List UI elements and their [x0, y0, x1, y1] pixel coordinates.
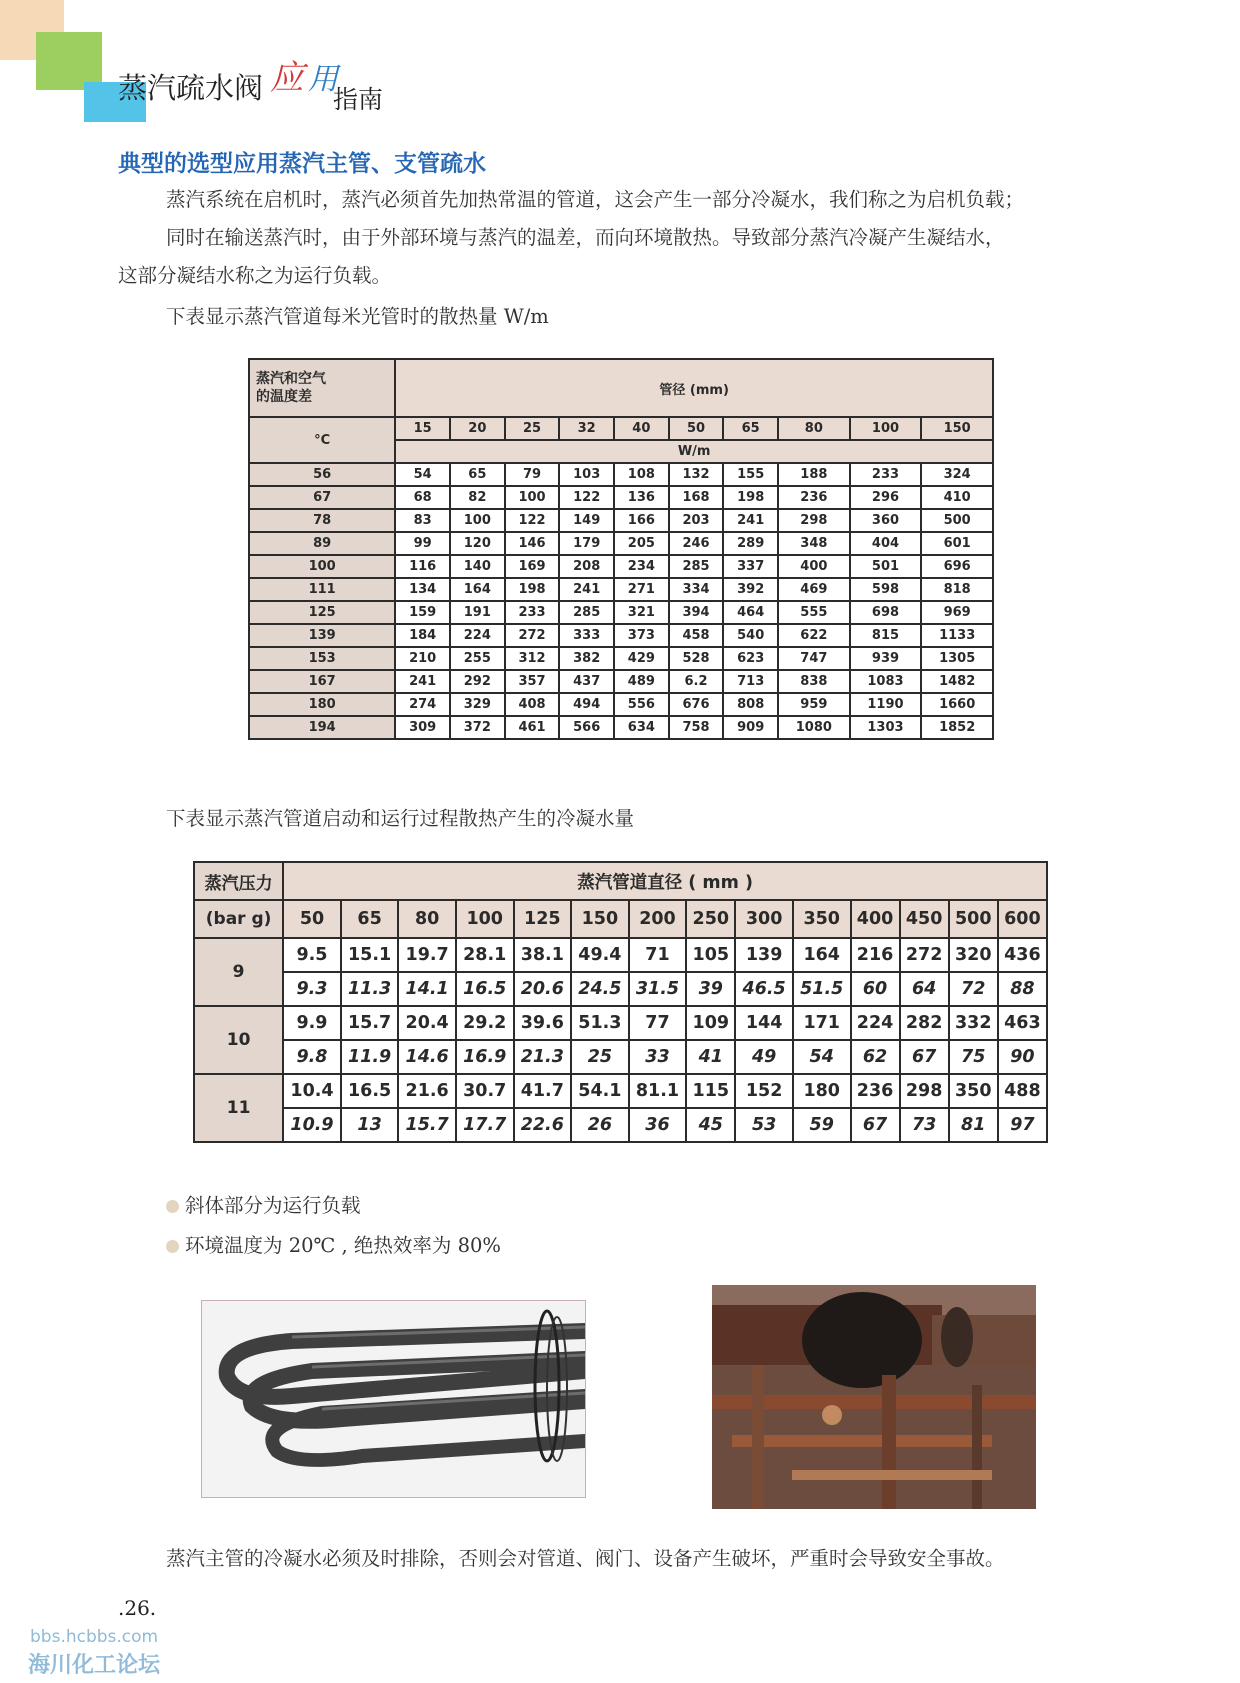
table2-running-load-cell: 45	[686, 1108, 735, 1142]
table1-temp-diff-cell: 139	[249, 624, 395, 647]
table2-running-load-cell: 39	[686, 972, 735, 1006]
table2-startup-load-cell: 41.7	[514, 1074, 572, 1108]
table2-running-load-cell: 10.9	[283, 1108, 341, 1142]
table1-value-cell: 271	[614, 578, 669, 601]
table2-startup-load-cell: 272	[900, 938, 949, 972]
industrial-steam-pipes-photo	[712, 1285, 1036, 1509]
table1-value-cell: 634	[614, 716, 669, 739]
table2-diameter-header: 200	[629, 900, 687, 938]
table2-startup-load-cell: 51.3	[571, 1006, 629, 1040]
condensate-table	[193, 861, 1048, 1143]
table1-diameter-header: 32	[559, 417, 614, 440]
table2-startup-load-cell: 139	[735, 938, 793, 972]
table2-running-load-cell: 41	[686, 1040, 735, 1074]
table2-startup-load-cell: 320	[949, 938, 998, 972]
table1-value-cell: 1482	[921, 670, 993, 693]
table2-startup-load-cell: 109	[686, 1006, 735, 1040]
table1-temp-diff-cell: 100	[249, 555, 395, 578]
table2-startup-load-cell: 29.2	[456, 1006, 514, 1040]
table-row	[249, 601, 993, 624]
table1-value-cell: 146	[505, 532, 560, 555]
table1-value-cell: 394	[669, 601, 724, 624]
table1-value-cell: 292	[450, 670, 505, 693]
table1-value-cell: 400	[778, 555, 850, 578]
table1-value-cell: 758	[669, 716, 724, 739]
header-title-accent	[270, 50, 340, 99]
table2-startup-load-cell: 28.1	[456, 938, 514, 972]
table1-value-cell: 233	[850, 463, 922, 486]
table2-startup-load-cell: 49.4	[571, 938, 629, 972]
table1-value-cell: 469	[778, 578, 850, 601]
table1-value-cell: 501	[850, 555, 922, 578]
table2-diameter-header: 65	[341, 900, 399, 938]
table1-diameter-header: 80	[778, 417, 850, 440]
table2-startup-load-cell: 9.9	[283, 1006, 341, 1040]
table2-startup-load-cell: 10.4	[283, 1074, 341, 1108]
table-row	[249, 463, 993, 486]
table1-value-cell: 65	[450, 463, 505, 486]
damaged-pipes-photo	[201, 1300, 586, 1498]
table2-startup-load-cell: 488	[998, 1074, 1047, 1108]
table2-pressure-cell: 10	[194, 1006, 283, 1074]
table1-value-cell: 410	[921, 486, 993, 509]
table1-value-cell: 116	[395, 555, 450, 578]
paragraph-2: 同时在输送蒸汽时，由于外部环境与蒸汽的温差，而向环境散热。导致部分蒸汽冷凝产生凝结水，	[166, 226, 1005, 249]
table1-value-cell: 324	[921, 463, 993, 486]
table-row	[194, 938, 1047, 972]
table1-value-cell: 100	[505, 486, 560, 509]
table1-value-cell: 83	[395, 509, 450, 532]
table2-startup-load-cell: 30.7	[456, 1074, 514, 1108]
table2-diameter-header: 500	[949, 900, 998, 938]
table2-running-load-cell: 67	[900, 1040, 949, 1074]
table2-startup-load-cell: 164	[793, 938, 851, 972]
table1-corner-header: 蒸汽和空气 的温度差	[249, 359, 395, 417]
table1-value-cell: 601	[921, 532, 993, 555]
table2-running-load-cell: 33	[629, 1040, 687, 1074]
table1-value-cell: 1303	[850, 716, 922, 739]
table2-startup-load-cell: 39.6	[514, 1006, 572, 1040]
table1-value-cell: 555	[778, 601, 850, 624]
bullet-dot-icon	[166, 1240, 179, 1253]
table1-value-cell: 818	[921, 578, 993, 601]
table2-running-load-cell: 11.3	[341, 972, 399, 1006]
table1-value-cell: 191	[450, 601, 505, 624]
table1-diameter-header: 15	[395, 417, 450, 440]
table1-value-cell: 233	[505, 601, 560, 624]
header-title-tail: 指南	[333, 85, 384, 114]
table1-value-cell: 54	[395, 463, 450, 486]
table-row	[249, 624, 993, 647]
table1-value-cell: 309	[395, 716, 450, 739]
table2-running-load-cell: 15.7	[398, 1108, 456, 1142]
table1-diameter-header: 40	[614, 417, 669, 440]
table1-value-cell: 500	[921, 509, 993, 532]
table1-value-cell: 100	[450, 509, 505, 532]
table2-startup-load-cell: 15.1	[341, 938, 399, 972]
table1-value-cell: 373	[614, 624, 669, 647]
table1-value-cell: 6.2	[669, 670, 724, 693]
header-accent-char-1: 应	[270, 58, 306, 98]
table1-value-cell: 458	[669, 624, 724, 647]
table1-value-cell: 82	[450, 486, 505, 509]
table1-value-cell: 241	[559, 578, 614, 601]
table1-value-cell: 164	[450, 578, 505, 601]
table1-value-cell: 79	[505, 463, 560, 486]
table1-value-cell: 321	[614, 601, 669, 624]
table2-running-load-cell: 90	[998, 1040, 1047, 1074]
table2-running-load-cell: 11.9	[341, 1040, 399, 1074]
table1-value-cell: 1080	[778, 716, 850, 739]
table1-value-cell: 696	[921, 555, 993, 578]
table1-diameter-row	[249, 417, 993, 440]
table2-startup-load-cell: 54.1	[571, 1074, 629, 1108]
table1-value-cell: 489	[614, 670, 669, 693]
table1-value-cell: 234	[614, 555, 669, 578]
table1-value-cell: 1660	[921, 693, 993, 716]
table2-running-load-cell: 59	[793, 1108, 851, 1142]
table1-value-cell: 494	[559, 693, 614, 716]
header-accent-char-2: 用	[308, 62, 340, 97]
table1-diameter-header: 50	[669, 417, 724, 440]
table2-group-header: 蒸汽管道直径 ( mm )	[283, 862, 1047, 900]
table1-value-cell: 337	[723, 555, 778, 578]
table-row	[249, 509, 993, 532]
table1-value-cell: 464	[723, 601, 778, 624]
table1-temp-diff-cell: 89	[249, 532, 395, 555]
table1-value-cell: 1133	[921, 624, 993, 647]
table1-value-cell: 713	[723, 670, 778, 693]
table-row	[249, 532, 993, 555]
table2-caption: 下表显示蒸汽管道启动和运行过程散热产生的冷凝水量	[166, 807, 635, 830]
table1-value-cell: 136	[614, 486, 669, 509]
table2-startup-load-cell: 298	[900, 1074, 949, 1108]
table-row	[249, 555, 993, 578]
table-row	[194, 1074, 1047, 1108]
table1-value-cell: 103	[559, 463, 614, 486]
table1-value-cell: 540	[723, 624, 778, 647]
table2-running-load-cell: 36	[629, 1108, 687, 1142]
table2-startup-load-cell: 20.4	[398, 1006, 456, 1040]
table1-value-cell: 169	[505, 555, 560, 578]
table1-value-cell: 392	[723, 578, 778, 601]
table2-running-load-cell: 25	[571, 1040, 629, 1074]
table1-value-cell: 149	[559, 509, 614, 532]
table1-value-cell: 959	[778, 693, 850, 716]
table1-value-cell: 815	[850, 624, 922, 647]
table1-value-cell: 274	[395, 693, 450, 716]
table2-startup-load-cell: 77	[629, 1006, 687, 1040]
table1-value-cell: 132	[669, 463, 724, 486]
table1-value-cell: 198	[505, 578, 560, 601]
table1-value-cell: 205	[614, 532, 669, 555]
table1-value-cell: 838	[778, 670, 850, 693]
table1-value-cell: 122	[559, 486, 614, 509]
table2-diameter-header: 350	[793, 900, 851, 938]
table1-diameter-header: 100	[850, 417, 922, 440]
header-title: 蒸汽疏水阀	[118, 71, 264, 105]
table2-running-load-cell: 13	[341, 1108, 399, 1142]
table1-temp-diff-cell: 56	[249, 463, 395, 486]
table2-running-load-cell: 49	[735, 1040, 793, 1074]
table1-value-cell: 140	[450, 555, 505, 578]
table2-running-load-cell: 67	[851, 1108, 900, 1142]
table1-value-cell: 122	[505, 509, 560, 532]
table1-value-cell: 598	[850, 578, 922, 601]
table1-value-cell: 360	[850, 509, 922, 532]
table1-value-cell: 939	[850, 647, 922, 670]
table1-value-cell: 969	[921, 601, 993, 624]
table2-startup-load-cell: 332	[949, 1006, 998, 1040]
table2-pressure-cell: 9	[194, 938, 283, 1006]
table1-diameter-header: 25	[505, 417, 560, 440]
table1-value-cell: 241	[723, 509, 778, 532]
table2-diameter-header: 250	[686, 900, 735, 938]
table2-startup-load-cell: 350	[949, 1074, 998, 1108]
table1-value-cell: 676	[669, 693, 724, 716]
table2-startup-load-cell: 38.1	[514, 938, 572, 972]
table2-diameter-header: 80	[398, 900, 456, 938]
table2-startup-load-cell: 81.1	[629, 1074, 687, 1108]
table2-startup-load-cell: 15.7	[341, 1006, 399, 1040]
watermark-name: 海川化工论坛	[28, 1653, 161, 1678]
table-row	[249, 486, 993, 509]
table1-value-cell: 747	[778, 647, 850, 670]
table1-value-cell: 224	[450, 624, 505, 647]
table1-temp-diff-cell: 125	[249, 601, 395, 624]
table-row	[249, 578, 993, 601]
table2-running-load-cell: 31.5	[629, 972, 687, 1006]
table1-temp-diff-cell: 111	[249, 578, 395, 601]
table1-value-cell: 203	[669, 509, 724, 532]
table1-value-cell: 909	[723, 716, 778, 739]
table2-startup-load-cell: 144	[735, 1006, 793, 1040]
table2-startup-load-cell: 236	[851, 1074, 900, 1108]
table2-running-load-cell: 14.1	[398, 972, 456, 1006]
table2-running-load-cell: 73	[900, 1108, 949, 1142]
table1-value-cell: 348	[778, 532, 850, 555]
table2-running-load-cell: 88	[998, 972, 1047, 1006]
table1-value-cell: 623	[723, 647, 778, 670]
table1-value-cell: 236	[778, 486, 850, 509]
table2-diameter-header: 400	[851, 900, 900, 938]
table1-value-cell: 461	[505, 716, 560, 739]
table2-running-load-cell: 24.5	[571, 972, 629, 1006]
table2-diameter-header: 100	[456, 900, 514, 938]
table1-value-cell: 120	[450, 532, 505, 555]
table1-value-cell: 184	[395, 624, 450, 647]
table2-running-load-cell: 16.9	[456, 1040, 514, 1074]
table1-temp-diff-cell: 67	[249, 486, 395, 509]
table1-value-cell: 285	[559, 601, 614, 624]
table1-value-cell: 159	[395, 601, 450, 624]
table1-value-cell: 68	[395, 486, 450, 509]
table2-running-load-cell: 97	[998, 1108, 1047, 1142]
table1-value-cell: 179	[559, 532, 614, 555]
table2-diameter-header: 150	[571, 900, 629, 938]
table2-diameter-header: 125	[514, 900, 572, 938]
table1-value-cell: 382	[559, 647, 614, 670]
table-row	[249, 716, 993, 739]
table1-value-cell: 808	[723, 693, 778, 716]
table1-value-cell: 357	[505, 670, 560, 693]
table2-startup-load-cell: 115	[686, 1074, 735, 1108]
table2-running-load-cell: 75	[949, 1040, 998, 1074]
paragraph-3: 这部分凝结水称之为运行负载。	[118, 264, 392, 287]
table1-value-cell: 556	[614, 693, 669, 716]
table1-value-cell: 298	[778, 509, 850, 532]
table2-running-load-cell: 51.5	[793, 972, 851, 1006]
table1-value-cell: 372	[450, 716, 505, 739]
table1-group-header: 管径 (mm)	[395, 359, 993, 417]
table2-running-load-cell: 64	[900, 972, 949, 1006]
table1-value-cell: 208	[559, 555, 614, 578]
bullet-dot-icon	[166, 1200, 179, 1213]
table1-value-cell: 312	[505, 647, 560, 670]
table1-value-cell: 622	[778, 624, 850, 647]
table2-startup-load-cell: 16.5	[341, 1074, 399, 1108]
table1-value-cell: 272	[505, 624, 560, 647]
table1-unit-header: W/m	[395, 440, 993, 463]
table1-value-cell: 429	[614, 647, 669, 670]
table-row	[194, 1040, 1047, 1074]
table2-running-load-cell: 21.3	[514, 1040, 572, 1074]
table1-caption: 下表显示蒸汽管道每米光管时的散热量 W/m	[166, 305, 549, 328]
table2-diameter-row	[194, 900, 1047, 938]
table2-diameter-header: 600	[998, 900, 1047, 938]
table2-running-load-cell: 81	[949, 1108, 998, 1142]
table2-startup-load-cell: 152	[735, 1074, 793, 1108]
table2-running-load-cell: 9.3	[283, 972, 341, 1006]
table1-value-cell: 166	[614, 509, 669, 532]
table2-corner-line1: 蒸汽压力	[194, 862, 283, 900]
table1-value-cell: 188	[778, 463, 850, 486]
table-row	[194, 1006, 1047, 1040]
table2-running-load-cell: 20.6	[514, 972, 572, 1006]
table1-value-cell: 1305	[921, 647, 993, 670]
table1-value-cell: 566	[559, 716, 614, 739]
table2-running-load-cell: 22.6	[514, 1108, 572, 1142]
table2-startup-load-cell: 180	[793, 1074, 851, 1108]
table-row	[194, 1108, 1047, 1142]
table1-value-cell: 1190	[850, 693, 922, 716]
table1-temp-diff-cell: 167	[249, 670, 395, 693]
table2-corner-line2: (bar g)	[194, 900, 283, 938]
table2-running-load-cell: 17.7	[456, 1108, 514, 1142]
table2-startup-load-cell: 224	[851, 1006, 900, 1040]
table1-value-cell: 404	[850, 532, 922, 555]
table1-value-cell: 408	[505, 693, 560, 716]
table2-startup-load-cell: 171	[793, 1006, 851, 1040]
note-ambient-conditions: 环境温度为 20℃ , 绝热效率为 80%	[166, 1230, 501, 1258]
table2-diameter-header: 50	[283, 900, 341, 938]
table-row	[249, 693, 993, 716]
table2-running-load-cell: 16.5	[456, 972, 514, 1006]
table1-value-cell: 333	[559, 624, 614, 647]
table1-value-cell: 698	[850, 601, 922, 624]
table2-running-load-cell: 72	[949, 972, 998, 1006]
table2-running-load-cell: 62	[851, 1040, 900, 1074]
table1-value-cell: 210	[395, 647, 450, 670]
table2-startup-load-cell: 282	[900, 1006, 949, 1040]
table1-value-cell: 1852	[921, 716, 993, 739]
table1-value-cell: 296	[850, 486, 922, 509]
table1-diameter-header: 20	[450, 417, 505, 440]
table2-diameter-header: 300	[735, 900, 793, 938]
table1-temp-diff-cell: 194	[249, 716, 395, 739]
table2-startup-load-cell: 463	[998, 1006, 1047, 1040]
table1-value-cell: 108	[614, 463, 669, 486]
watermark-url: bbs.hcbbs.com	[30, 1627, 159, 1647]
page-number: .26.	[118, 1596, 157, 1620]
table1-unit-label: °C	[249, 417, 395, 463]
table1-value-cell: 334	[669, 578, 724, 601]
table1-temp-diff-cell: 78	[249, 509, 395, 532]
table1-value-cell: 241	[395, 670, 450, 693]
table1-value-cell: 1083	[850, 670, 922, 693]
table2-running-load-cell: 9.8	[283, 1040, 341, 1074]
table2-running-load-cell: 26	[571, 1108, 629, 1142]
table2-startup-load-cell: 19.7	[398, 938, 456, 972]
table1-value-cell: 329	[450, 693, 505, 716]
table1-value-cell: 289	[723, 532, 778, 555]
table2-startup-load-cell: 21.6	[398, 1074, 456, 1108]
table2-running-load-cell: 53	[735, 1108, 793, 1142]
table-row	[249, 670, 993, 693]
table1-diameter-header: 150	[921, 417, 993, 440]
table2-startup-load-cell: 105	[686, 938, 735, 972]
table2-pressure-cell: 11	[194, 1074, 283, 1142]
table1-value-cell: 198	[723, 486, 778, 509]
table2-startup-load-cell: 71	[629, 938, 687, 972]
table2-startup-load-cell: 436	[998, 938, 1047, 972]
table1-temp-diff-cell: 153	[249, 647, 395, 670]
closing-paragraph: 蒸汽主管的冷凝水必须及时排除，否则会对管道、阀门、设备产生破坏，严重时会导致安全事故。	[166, 1547, 1005, 1570]
table1-value-cell: 155	[723, 463, 778, 486]
table2-running-load-cell: 46.5	[735, 972, 793, 1006]
heat-loss-table	[248, 358, 994, 740]
table1-value-cell: 168	[669, 486, 724, 509]
table2-startup-load-cell: 216	[851, 938, 900, 972]
table1-value-cell: 437	[559, 670, 614, 693]
table1-value-cell: 246	[669, 532, 724, 555]
table1-value-cell: 285	[669, 555, 724, 578]
section-title: 典型的选型应用蒸汽主管、支管疏水	[118, 151, 486, 177]
table1-value-cell: 134	[395, 578, 450, 601]
table1-value-cell: 99	[395, 532, 450, 555]
table2-running-load-cell: 60	[851, 972, 900, 1006]
note-italic-running-load: 斜体部分为运行负载	[166, 1190, 361, 1218]
table2-diameter-header: 450	[900, 900, 949, 938]
table2-startup-load-cell: 9.5	[283, 938, 341, 972]
table-row	[194, 972, 1047, 1006]
table2-running-load-cell: 54	[793, 1040, 851, 1074]
table2-running-load-cell: 14.6	[398, 1040, 456, 1074]
table-row	[249, 647, 993, 670]
table1-value-cell: 255	[450, 647, 505, 670]
paragraph-1: 蒸汽系统在启机时，蒸汽必须首先加热常温的管道，这会产生一部分冷凝水，我们称之为启机负载；	[166, 188, 1025, 211]
table1-temp-diff-cell: 180	[249, 693, 395, 716]
table1-value-cell: 528	[669, 647, 724, 670]
table1-diameter-header: 65	[723, 417, 778, 440]
